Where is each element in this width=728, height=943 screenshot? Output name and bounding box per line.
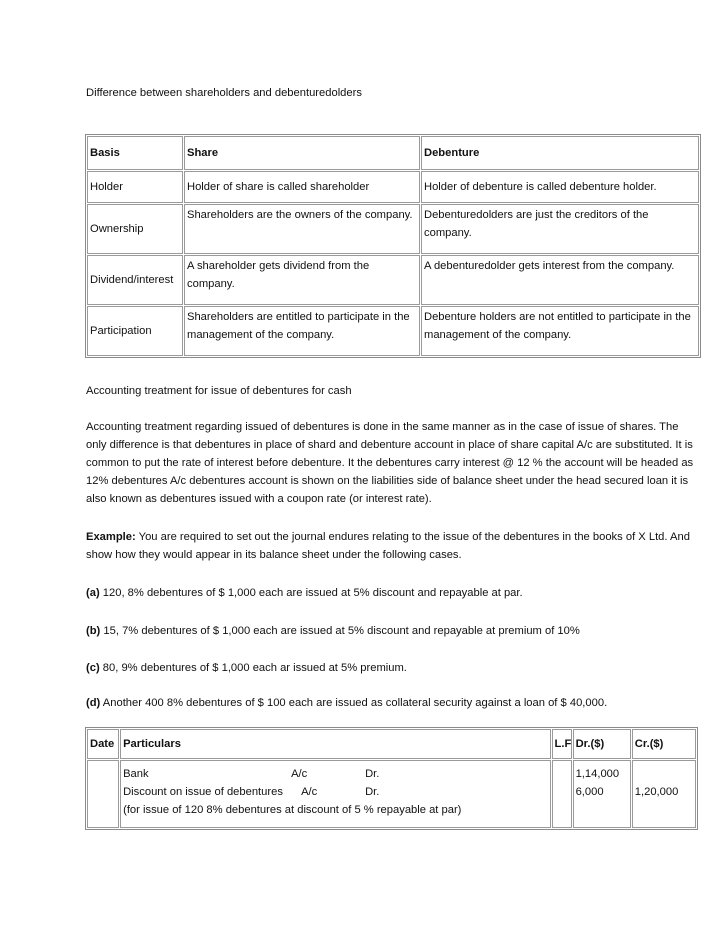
header-cr: Cr.($) (632, 729, 696, 759)
row-debenture: A debenturedolder gets interest from the company. (421, 255, 699, 305)
table-row (87, 204, 699, 254)
row-basis: Dividend/interest (87, 255, 183, 305)
row-basis: Ownership (87, 204, 183, 254)
example-paragraph (86, 528, 698, 564)
case-label: (b) (86, 625, 101, 637)
case-text: 15, 7% debentures of $ 1,000 each are issued at 5% discount and repayable at premium of 10% (100, 625, 580, 637)
entry-dr-mark: Dr. (365, 786, 380, 798)
dr-value: 6,000 (575, 786, 604, 798)
doc-title: Difference between shareholders and debenturedolders (86, 87, 362, 99)
example-label: Example: (86, 531, 136, 543)
entry-ac: A/c (291, 768, 308, 780)
case-text: 80, 9% debentures of $ 1,000 each ar issued at 5% premium. (99, 662, 407, 674)
entry-line (123, 765, 547, 783)
header-date: Date (87, 729, 119, 759)
row-debenture: Debenturedolders are just the creditors of the company. (421, 204, 699, 254)
table-row (87, 171, 699, 203)
entry-line (123, 783, 547, 801)
entry-account: Bank (123, 768, 149, 780)
row-debenture: Holder of debenture is called debenture holder. (421, 171, 699, 203)
section-heading: Accounting treatment for issue of debentures for cash (86, 385, 352, 397)
entry-dr (573, 760, 631, 828)
comparison-table (85, 134, 701, 358)
row-debenture: Debenture holders are not entitled to participate in the management of the company. (421, 306, 699, 356)
header-share: Share (184, 136, 420, 170)
entry-date (87, 760, 119, 828)
entry-ac: A/c (301, 786, 318, 798)
table-row (87, 306, 699, 356)
case-label: (a) (86, 587, 100, 599)
entry-particulars (120, 760, 550, 828)
example-text: You are required to set out the journal endures relating to the issue of the debentures in the books of X Ltd. And show how they would appear in its balance sheet under the following cases. (86, 531, 690, 561)
dr-value: 1,14,000 (575, 768, 620, 780)
case-label: (d) (86, 697, 101, 709)
header-dr: Dr.($) (573, 729, 631, 759)
entry-dr-mark: Dr. (365, 768, 380, 780)
case-c (86, 659, 698, 677)
comparison-header-row (87, 136, 699, 170)
row-share: A shareholder gets dividend from the company. (184, 255, 420, 305)
entry-lf (552, 760, 572, 828)
table-row (87, 255, 699, 305)
entry-account: Discount on issue of debentures (123, 786, 283, 798)
section-paragraph: Accounting treatment regarding issued of debentures is done in the same manner as in the case of issue of shares. The only difference is that debentures in place of shard and debenture account in place of share capital A/c are substituted. It is common to put the rate of interest before debenture. It the debentures carry interest @ 12 % the account will be headed as 12% debentures A/c debentures account is shown on the liabilities side of balance sheet under the head secured loan it is also known as debentures issued with a coupon rate (or interest rate). (86, 421, 694, 505)
header-debenture: Debenture (421, 136, 699, 170)
row-basis: Holder (87, 171, 183, 203)
header-lf: L.F (552, 729, 572, 759)
row-share: Holder of share is called shareholder (184, 171, 420, 203)
case-text: Another 400 8% debentures of $ 100 each are issued as collateral security against a loan of $ 40,000. (100, 697, 608, 709)
cr-value: 1,20,000 (634, 786, 679, 798)
journal-header-row (87, 729, 696, 759)
case-a (86, 584, 698, 602)
row-share: Shareholders are entitled to participate in the management of the company. (184, 306, 420, 356)
case-label: (c) (86, 662, 100, 674)
row-basis: Participation (87, 306, 183, 356)
case-d (86, 694, 698, 712)
row-share: Shareholders are the owners of the company. (184, 204, 420, 254)
header-particulars: Particulars (120, 729, 550, 759)
case-b (86, 622, 698, 640)
journal-table (85, 727, 698, 830)
case-text: 120, 8% debentures of $ 1,000 each are issued at 5% discount and repayable at par. (99, 587, 523, 599)
header-basis: Basis (87, 136, 183, 170)
entry-narration: (for issue of 120 8% debentures at discount of 5 % repayable at par) (123, 804, 462, 816)
entry-cr (632, 760, 696, 828)
journal-entry-row (87, 760, 696, 828)
